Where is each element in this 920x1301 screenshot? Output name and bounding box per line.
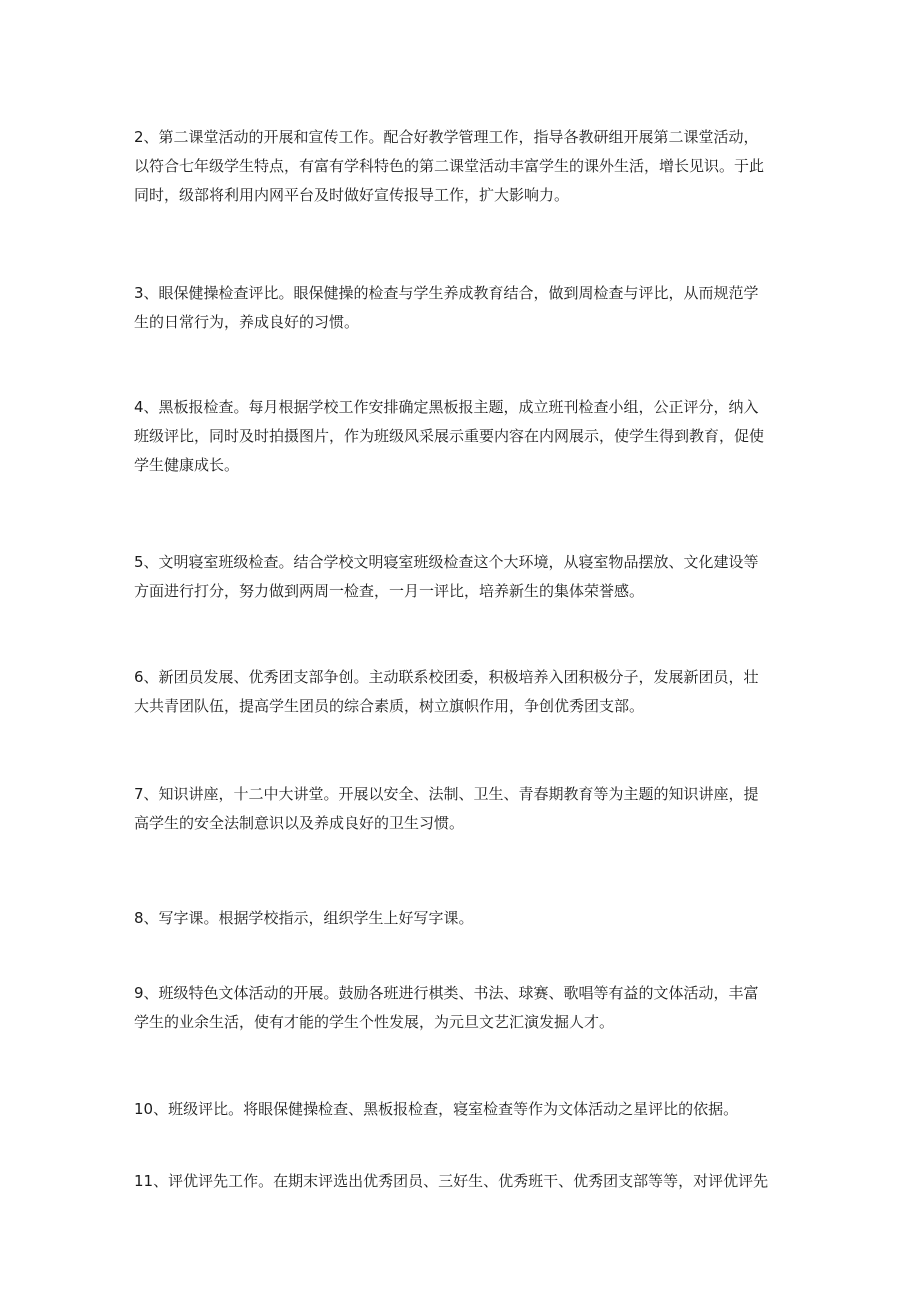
paragraph-line: 8、写字课。根据学校指示，组织学生上好写字课。	[134, 909, 474, 927]
paragraph-line: 3、眼保健操检查评比。眼保健操的检查与学生养成教育结合，做到周检查与评比，从而规范学	[134, 284, 759, 302]
paragraph-line: 10、班级评比。将眼保健操检查、黑板报检查，寝室检查等作为文体活动之星评比的依据。	[134, 1100, 739, 1118]
paragraph-8	[134, 904, 794, 933]
paragraph-line: 6、新团员发展、优秀团支部争创。主动联系校团委，积极培养入团积极分子，发展新团员，壮	[134, 668, 759, 686]
paragraph-2	[134, 123, 794, 210]
paragraph-line: 学生健康成长。	[134, 456, 240, 474]
paragraph-line: 2、第二课堂活动的开展和宣传工作。配合好教学管理工作，指导各教研组开展第二课堂活动，	[134, 128, 759, 146]
paragraph-5	[134, 548, 794, 606]
paragraph-3	[134, 279, 794, 337]
paragraph-line: 同时，级部将利用内网平台及时做好宣传报导工作，扩大影响力。	[134, 186, 570, 204]
paragraph-11	[134, 1167, 794, 1196]
paragraph-line: 以符合七年级学生特点，有富有学科特色的第二课堂活动丰富学生的课外生活，增长见识。于此	[134, 157, 765, 175]
paragraph-line: 高学生的安全法制意识以及养成良好的卫生习惯。	[134, 814, 465, 832]
paragraph-line: 4、黑板报检查。每月根据学校工作安排确定黑板报主题，成立班刊检查小组，公正评分，纳入	[134, 398, 759, 416]
paragraph-line: 7、知识讲座，十二中大讲堂。开展以安全、法制、卫生、青春期教育等为主题的知识讲座，提	[134, 785, 759, 803]
paragraph-line: 5、文明寝室班级检查。结合学校文明寝室班级检查这个大环境，从寝室物品摆放、文化建设等	[134, 553, 759, 571]
paragraph-line: 9、班级特色文体活动的开展。鼓励各班进行棋类、书法、球赛、歌唱等有益的文体活动，丰富	[134, 984, 759, 1002]
paragraph-line: 方面进行打分，努力做到两周一检查，一月一评比，培养新生的集体荣誉感。	[134, 582, 645, 600]
paragraph-line: 班级评比，同时及时拍摄图片，作为班级风采展示重要内容在内网展示，使学生得到教育，促使	[134, 427, 765, 445]
paragraph-9	[134, 979, 794, 1037]
paragraph-10	[134, 1095, 794, 1124]
paragraph-line: 11、评优评先工作。在期末评选出优秀团员、三好生、优秀班干、优秀团支部等等，对评优评先	[134, 1172, 769, 1190]
paragraph-line: 学生的业余生活，使有才能的学生个性发展，为元旦文艺汇演发掘人才。	[134, 1013, 615, 1031]
paragraph-6	[134, 663, 794, 721]
paragraph-4	[134, 393, 794, 480]
paragraph-line: 大共青团队伍，提高学生团员的综合素质，树立旗帜作用，争创优秀团支部。	[134, 697, 645, 715]
paragraph-7	[134, 780, 794, 838]
paragraph-line: 生的日常行为，养成良好的习惯。	[134, 313, 360, 331]
